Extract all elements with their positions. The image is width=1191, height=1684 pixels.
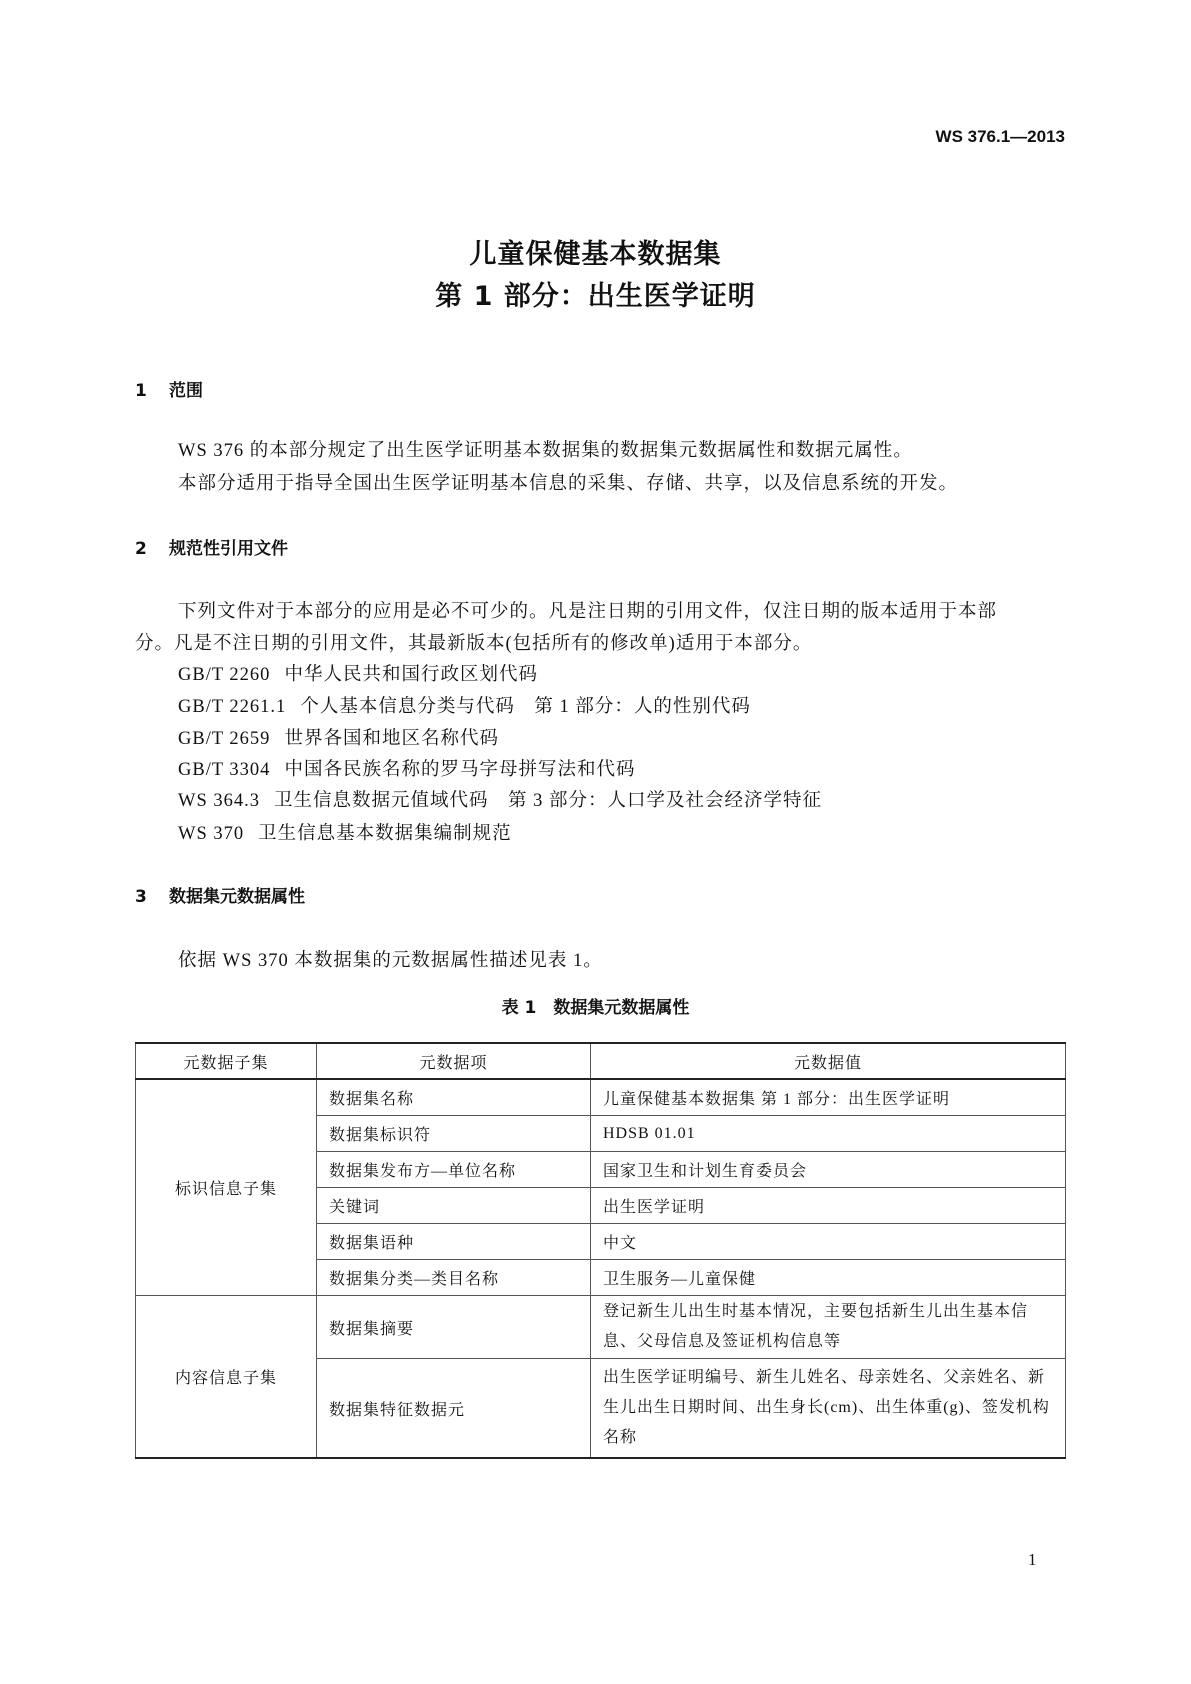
paragraph: WS 376 的本部分规定了出生医学证明基本数据集的数据集元数据属性和数据元属性。: [178, 441, 913, 461]
value-cell: 出生医学证明: [591, 1188, 1066, 1224]
reference-code: GB/T 2260: [178, 665, 271, 685]
paragraph: 分。凡是不注日期的引用文件，其最新版本(包括所有的修改单)适用于本部分。: [135, 634, 813, 654]
reference-item: [178, 819, 512, 845]
section-heading-metadata: [135, 882, 305, 907]
table-row: [136, 1079, 1066, 1116]
column-header: 元数据值: [591, 1043, 1066, 1079]
paragraph: 下列文件对于本部分的应用是必不可少的。凡是注日期的引用文件，仅注日期的版本适用于本部: [178, 602, 998, 622]
reference-code: GB/T 2261.1: [178, 697, 287, 717]
section-number: 1: [135, 381, 147, 401]
value-cell: 卫生服务—儿童保健: [591, 1260, 1066, 1296]
reference-code: GB/T 2659: [178, 729, 271, 749]
section-heading-scope: [135, 376, 203, 401]
group-cell: 标识信息子集: [136, 1079, 317, 1296]
column-header: 元数据子集: [136, 1043, 317, 1079]
column-header: 元数据项: [317, 1043, 591, 1079]
value-cell: 出生医学证明编号、新生儿姓名、母亲姓名、父亲姓名、新生儿出生日期时间、出生身长(cm)、出生体重(g)、签发机构名称: [591, 1359, 1066, 1459]
paragraph: 依据 WS 370 本数据集的元数据属性描述见表 1。: [178, 951, 603, 971]
item-cell: 数据集特征数据元: [317, 1359, 591, 1459]
section-title: 数据集元数据属性: [169, 887, 305, 907]
reference-item: [178, 755, 635, 781]
page-number: 1: [1028, 1550, 1037, 1569]
table-row: [136, 1296, 1066, 1359]
reference-title: 中国各民族名称的罗马字母拼写法和代码: [284, 760, 636, 780]
group-cell: 内容信息子集: [136, 1296, 317, 1459]
reference-title: 卫生信息数据元值域代码 第 3 部分：人口学及社会经济学特征: [274, 791, 823, 811]
value-cell: 国家卫生和计划生育委员会: [591, 1152, 1066, 1188]
table-caption: 表 1 数据集元数据属性: [501, 998, 690, 1018]
item-cell: 数据集名称: [317, 1079, 591, 1116]
section-number: 3: [135, 887, 147, 907]
item-cell: 数据集分类—类目名称: [317, 1260, 591, 1296]
reference-item: [178, 786, 822, 812]
section-heading-references: [135, 534, 288, 559]
document-title: 儿童保健基本数据集: [469, 239, 722, 270]
reference-code: WS 370: [178, 824, 245, 844]
reference-code: WS 364.3: [178, 791, 260, 811]
document-subtitle: 第 1 部分：出生医学证明: [435, 281, 756, 312]
reference-title: 卫生信息基本数据集编制规范: [258, 824, 512, 844]
section-title: 规范性引用文件: [169, 539, 288, 559]
table-header-row: [136, 1043, 1066, 1079]
metadata-table: [135, 1042, 1066, 1459]
reference-item: [178, 660, 538, 686]
item-cell: 数据集摘要: [317, 1296, 591, 1359]
item-cell: 数据集语种: [317, 1224, 591, 1260]
section-title: 范围: [169, 381, 203, 401]
item-cell: 数据集发布方—单位名称: [317, 1152, 591, 1188]
paragraph: 本部分适用于指导全国出生医学证明基本信息的采集、存储、共享，以及信息系统的开发。: [178, 474, 959, 494]
standard-number: WS 376.1—2013: [935, 127, 1065, 146]
value-cell: 中文: [591, 1224, 1066, 1260]
section-number: 2: [135, 539, 147, 559]
reference-code: GB/T 3304: [178, 760, 271, 780]
item-cell: 关键词: [317, 1188, 591, 1224]
reference-title: 个人基本信息分类与代码 第 1 部分：人的性别代码: [300, 697, 751, 717]
item-cell: 数据集标识符: [317, 1116, 591, 1152]
reference-title: 世界各国和地区名称代码: [284, 729, 499, 749]
reference-item: [178, 724, 499, 750]
value-cell: 儿童保健基本数据集 第 1 部分：出生医学证明: [591, 1079, 1066, 1116]
reference-item: [178, 692, 751, 718]
reference-title: 中华人民共和国行政区划代码: [284, 665, 538, 685]
value-cell: HDSB 01.01: [591, 1116, 1066, 1152]
value-cell: 登记新生儿出生时基本情况，主要包括新生儿出生基本信息、父母信息及签证机构信息等: [591, 1296, 1066, 1359]
